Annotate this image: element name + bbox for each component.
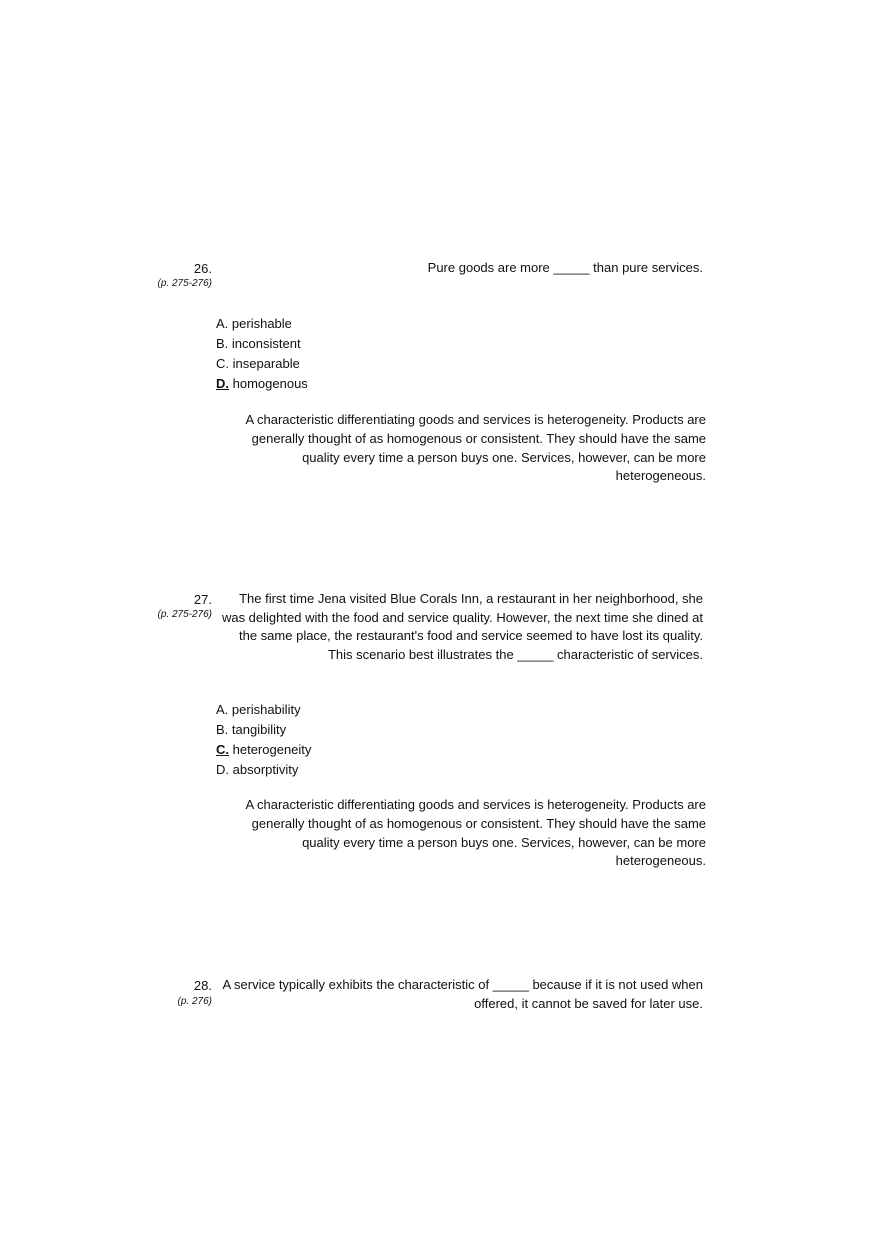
question-number: 26.: [193, 261, 212, 276]
choice-a: A. perishable: [216, 316, 292, 331]
answer-choices: [216, 314, 308, 394]
page-reference: (p. 275-276): [157, 609, 212, 620]
correct-answer-marker: D.: [216, 376, 229, 391]
page-reference: (p. 275-276): [157, 278, 212, 289]
question-number: 28.: [193, 978, 212, 993]
choice-c-correct: C. heterogeneity: [216, 742, 312, 757]
explanation: A characteristic differentiating goods and services is heterogeneity. Products are generally thought of as homogenous or consistent. They should have the same quality every time a person buys one. Services, however, can be more heterogeneous.: [245, 412, 706, 484]
question-text: A service typically exhibits the characteristic of _____ because if it is not used when offered, it cannot be saved for later use.: [222, 977, 703, 1011]
choice-b: B. tangibility: [216, 722, 287, 737]
question-text: The first time Jena visited Blue Corals Inn, a restaurant in her neighborhood, she was delighted with the food and service quality. However, the next time she dined at the same place, the restaurant's food and service seemed to have lost its quality. This scenario best illustrates the _____ characteristic of services.: [221, 591, 703, 662]
choice-d-correct: D. homogenous: [216, 376, 308, 391]
choice-b: B. inconsistent: [216, 336, 301, 351]
page-reference: (p. 276): [177, 996, 212, 1007]
explanation: A characteristic differentiating goods and services is heterogeneity. Products are generally thought of as homogenous or consistent. They should have the same quality every time a person buys one. Services, however, can be more heterogeneous.: [245, 797, 706, 869]
choice-d: D. absorptivity: [216, 762, 299, 777]
answer-choices: [216, 700, 311, 780]
question-text: Pure goods are more _____ than pure services.: [427, 260, 703, 275]
choice-c: C. inseparable: [216, 356, 300, 371]
choice-a: A. perishability: [216, 702, 301, 717]
correct-answer-marker: C.: [216, 742, 229, 757]
question-number: 27.: [193, 592, 212, 607]
